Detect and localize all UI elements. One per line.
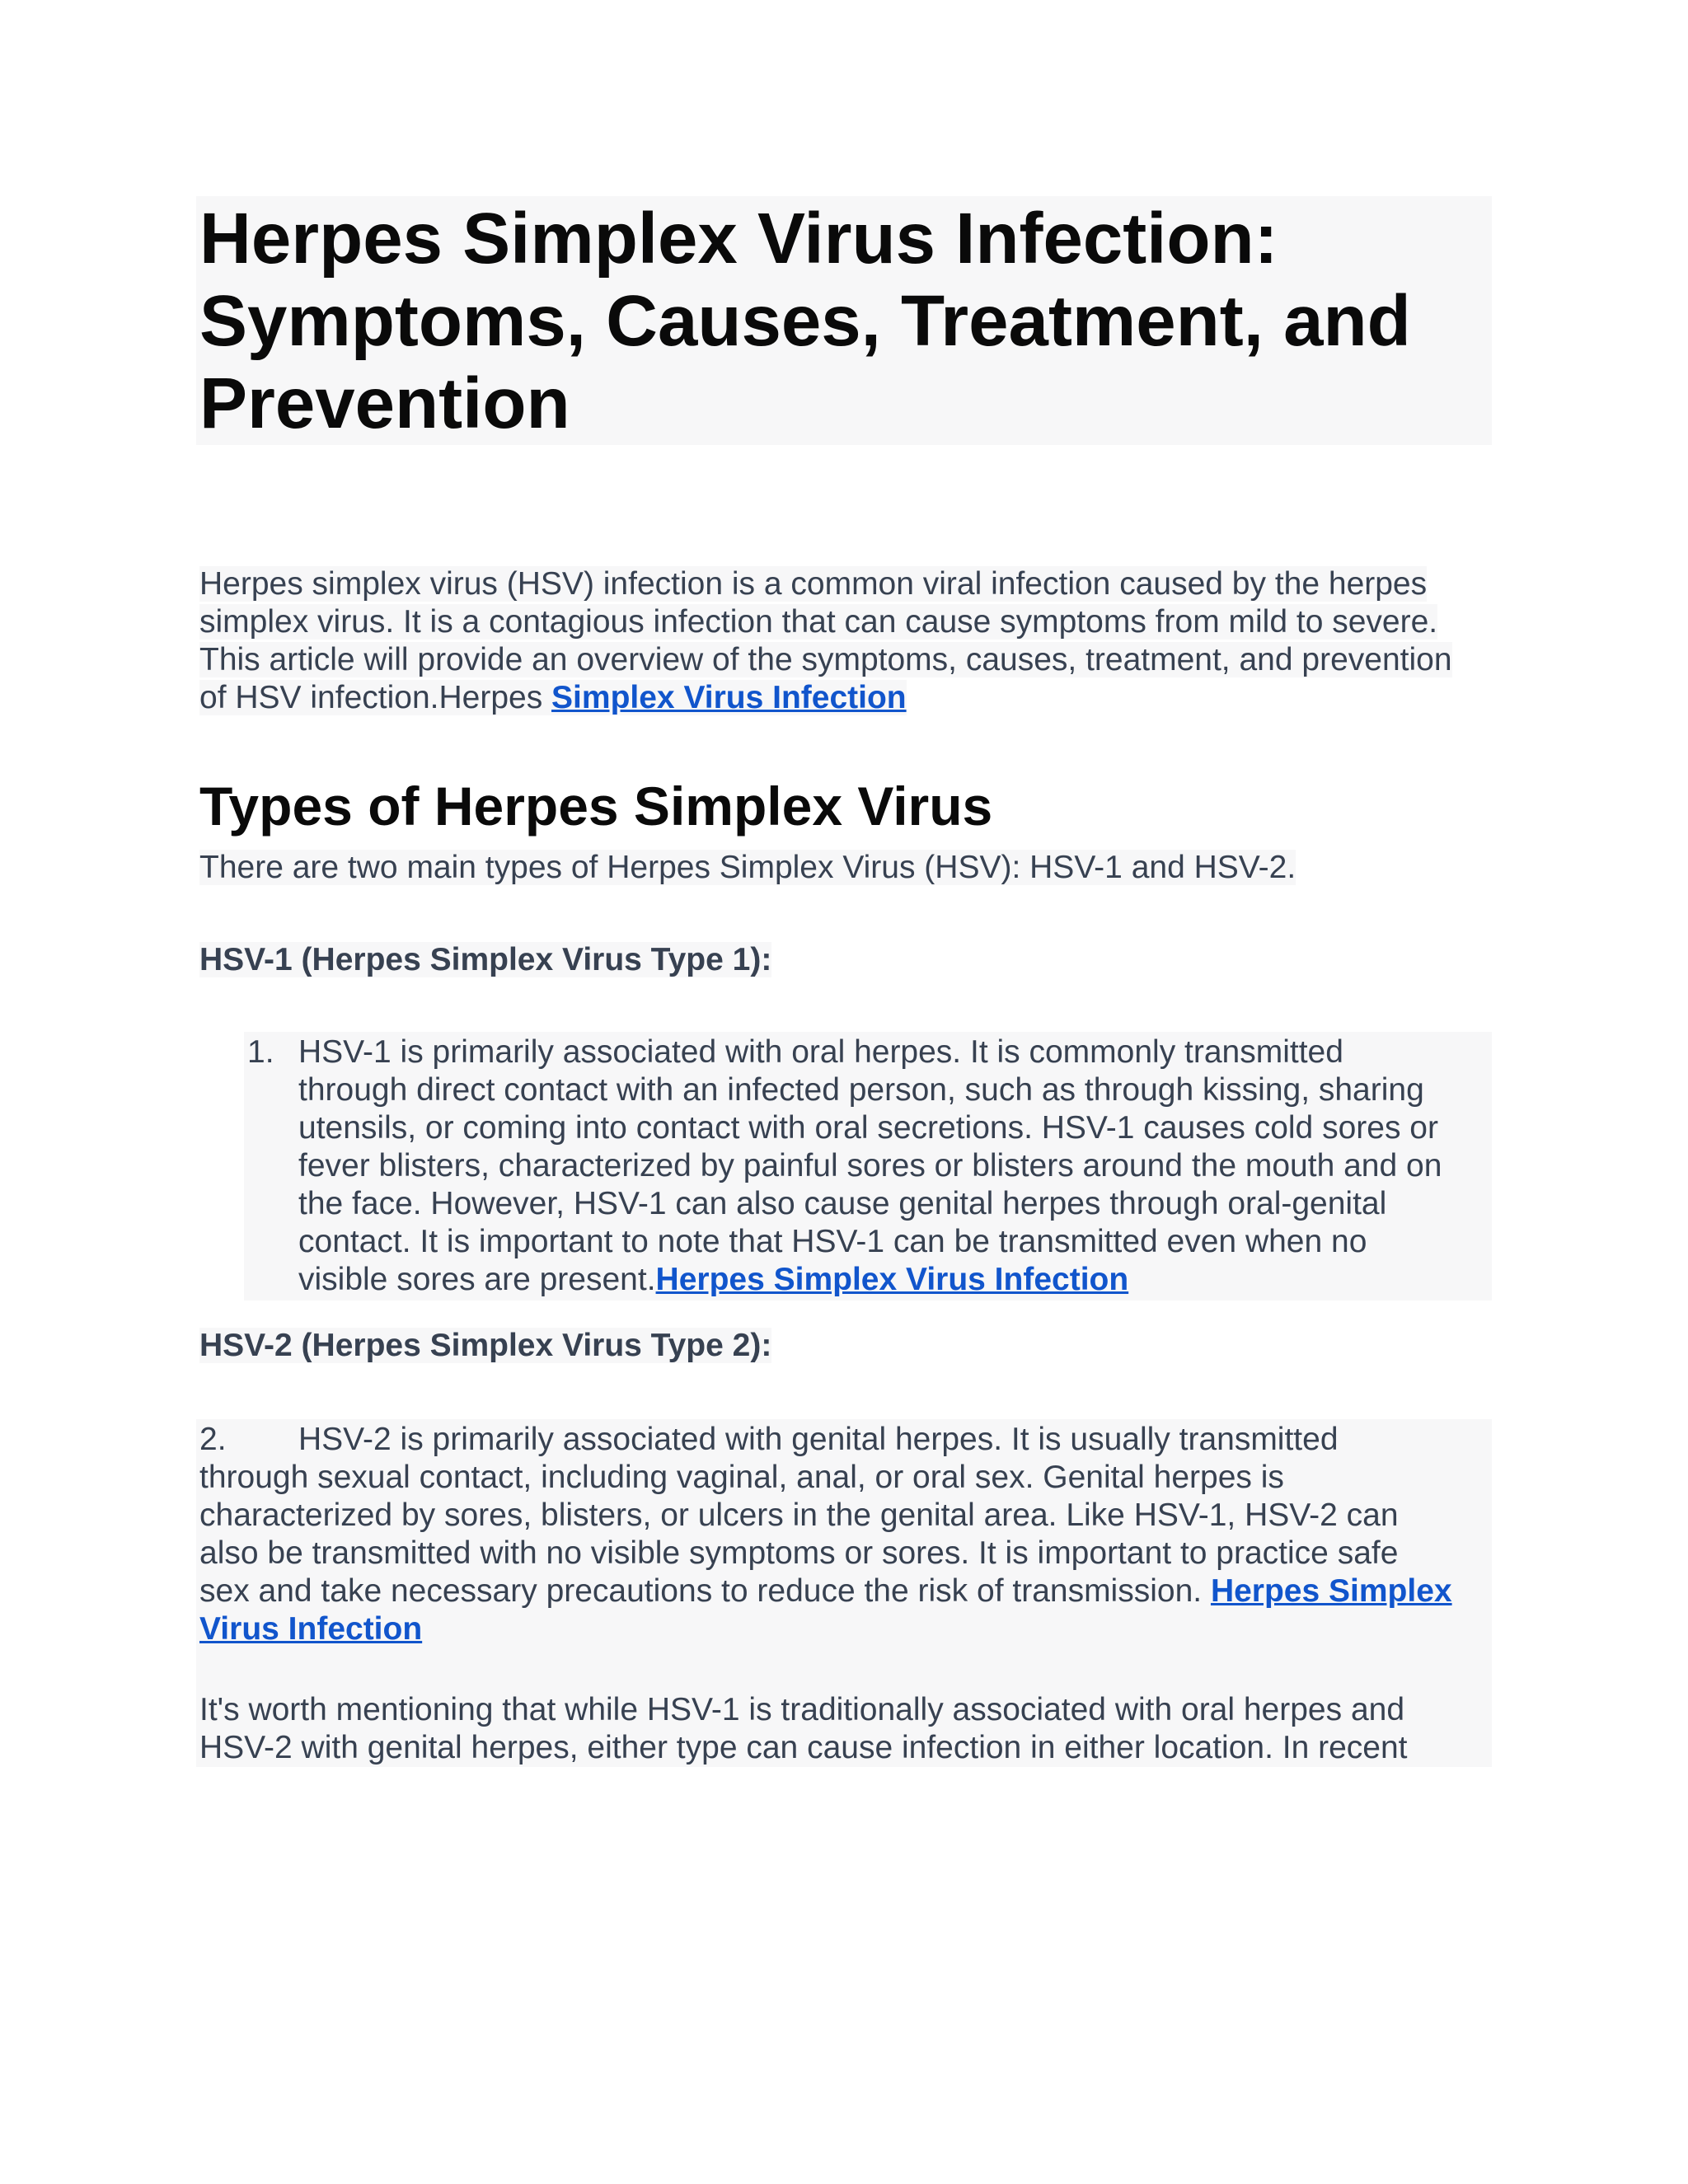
- title-line: Symptoms, Causes, Treatment, and: [199, 281, 1411, 361]
- hsv1-line: through direct contact with an infected person, such as through kissing, sharing: [298, 1072, 1424, 1108]
- types-heading: Types of Herpes Simplex Virus: [199, 776, 993, 837]
- hsv2-line: sex and take necessary precautions to reduce the risk of transmission.: [199, 1573, 1211, 1609]
- types-intro-text: There are two main types of Herpes Simplex Virus (HSV): HSV-1 and HSV-2.: [199, 850, 1296, 885]
- list-number: 2.: [199, 1422, 227, 1457]
- intro-link[interactable]: Simplex Virus Infection: [551, 680, 907, 715]
- closing-line: HSV-2 with genital herpes, either type can cause infection in either location. In recent: [199, 1730, 1408, 1765]
- hsv1-heading-text: HSV-1 (Herpes Simplex Virus Type 1):: [199, 942, 772, 977]
- intro-line: Herpes simplex virus (HSV) infection is a common viral infection caused by the herpes: [199, 566, 1428, 602]
- hsv1-line: contact. It is important to note that HSV-1 can be transmitted even when no: [298, 1224, 1367, 1259]
- intro-paragraph: [199, 565, 1452, 717]
- hsv1-line: utensils, or coming into contact with oral secretions. HSV-1 causes cold sores or: [298, 1110, 1438, 1146]
- intro-line: of HSV infection.Herpes: [199, 680, 552, 715]
- hsv1-link[interactable]: Herpes Simplex Virus Infection: [655, 1262, 1129, 1297]
- hsv1-line: fever blisters, characterized by painful sores or blisters around the mouth and on: [298, 1148, 1442, 1183]
- closing-paragraph: [199, 1691, 1408, 1767]
- hsv2-line: also be transmitted with no visible symptoms or sores. It is important to practice safe: [199, 1535, 1399, 1571]
- intro-line: This article will provide an overview of the symptoms, causes, treatment, and prevention: [199, 642, 1452, 677]
- hsv1-line: the face. However, HSV-1 can also cause genital herpes through oral-genital: [298, 1186, 1387, 1221]
- hsv2-link-continued[interactable]: Virus Infection: [199, 1611, 423, 1647]
- hsv2-heading: [199, 1327, 771, 1365]
- hsv1-heading: [199, 941, 771, 979]
- list-number: 1.: [247, 1034, 274, 1070]
- hsv2-line: HSV-2 is primarily associated with genital herpes. It is usually transmitted: [298, 1422, 1339, 1457]
- hsv2-paragraph: [199, 1421, 1452, 1648]
- hsv2-line: through sexual contact, including vaginal, anal, or oral sex. Genital herpes is: [199, 1460, 1284, 1495]
- hsv1-list-body: [298, 1033, 1442, 1299]
- hsv2-heading-text: HSV-2 (Herpes Simplex Virus Type 2):: [199, 1328, 772, 1363]
- hsv2-line: characterized by sores, blisters, or ulcers in the genital area. Like HSV-1, HSV-2 can: [199, 1497, 1399, 1533]
- hsv2-link[interactable]: Herpes Simplex: [1210, 1573, 1452, 1609]
- article-title: [199, 198, 1485, 445]
- types-intro: [199, 849, 1296, 887]
- title-line: Prevention: [199, 363, 570, 443]
- hsv1-line: visible sores are present.: [298, 1262, 656, 1297]
- hsv1-line: HSV-1 is primarily associated with oral herpes. It is commonly transmitted: [298, 1034, 1343, 1070]
- intro-line: simplex virus. It is a contagious infection that can cause symptoms from mild to severe.: [199, 604, 1438, 640]
- closing-line: It's worth mentioning that while HSV-1 is traditionally associated with oral herpes and: [199, 1692, 1405, 1727]
- title-line: Herpes Simplex Virus Infection:: [199, 199, 1278, 279]
